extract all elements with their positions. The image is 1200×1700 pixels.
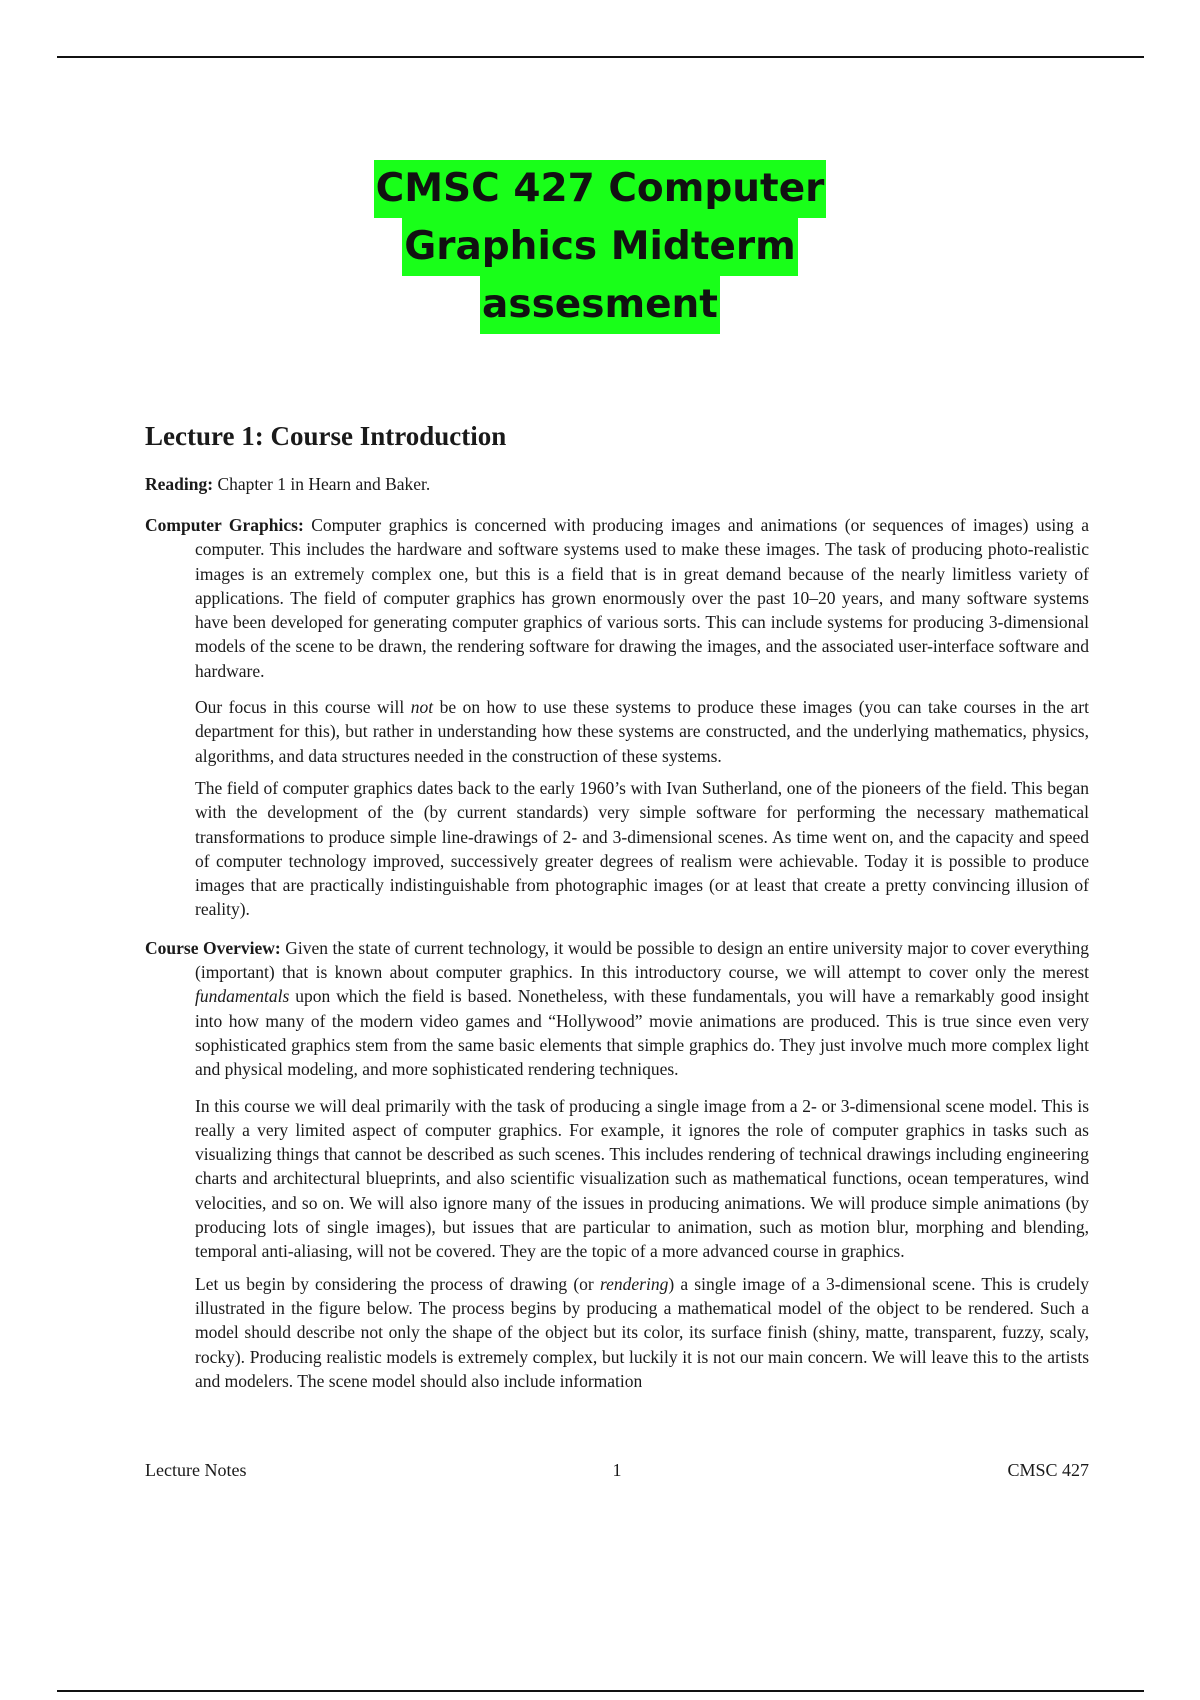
document-title	[0, 160, 1200, 334]
footer-left: Lecture Notes	[145, 1460, 247, 1480]
co-p3-text-b: ) a single image of a 3-dimensional scene. This is crudely illustrated in the figure below. The process begins by producing a mathematical model of the object to be rendered. Such a model should describe not only the shape of the object but its color, its surface finish (shiny, matte, transparent, fuzzy, scaly, rocky). Producing realistic models is extremely complex, but luckily it is not our main concern. We will leave this to the artists and modelers. The scene model should also include information	[195, 1273, 1089, 1391]
co-p1-text-b: upon which the field is based. Nonetheless, with these fundamentals, you will have a remarkably good insight into how many of the modern video games and “Hollywood” movie animations are produced. This is true since even very sophisticated graphics stem from the same basic elements that simple graphics do. They just involve much more complex light and physical modeling, and more sophisticated rendering techniques.	[195, 986, 1089, 1080]
co-p1-text-a: Given the state of current technology, it would be possible to design an entire university major to cover everything (important) that is known about computer graphics. In this introductory course, we will attempt to cover only the merest	[195, 937, 1089, 983]
top-rule	[57, 56, 1144, 58]
cg-paragraph-3: The field of computer graphics dates back to the early 1960’s with Ivan Sutherland, one of the pioneers of the field. This began with the development of the (by current standards) very simple software for performing the necessary mathematical transformations to produce simple line-drawings of 2- and 3-dimensional scenes. As time went on, and the capacity and speed of computer technology improved, successively greater degrees of realism were achievable. Today it is possible to produce images that are practically indistinguishable from photographic images (or at least that create a pretty convincing illusion of reality).	[195, 777, 1089, 920]
cg-p2-text-a: Our focus in this course will	[195, 697, 411, 718]
co-p3-text-a: Let us begin by considering the process of drawing (or	[195, 1273, 600, 1294]
footer-right: CMSC 427	[1007, 1460, 1089, 1480]
cg-p2-emphasis: not	[410, 697, 434, 718]
title-line-3: assesment	[480, 276, 720, 334]
cg-p2-text-b: be on how to use these systems to produce these images (you can take courses in the art department for this), but rather in understanding how these systems are constructed, and the underlying mathematics, physics, algorithms, and data structures needed in the construction of these systems.	[195, 697, 1089, 766]
cg-paragraph-2	[195, 695, 1089, 768]
reading-text: Chapter 1 in Hearn and Baker.	[213, 474, 431, 494]
section-label-computer-graphics: Computer Graphics:	[145, 515, 304, 535]
co-paragraph-2: In this course we will deal primarily with the task of producing a single image from a 2- or 3-dimensional scene model. This is really a very limited aspect of computer graphics. For example, it ignores the role of computer graphics in tasks such as visualizing things that cannot be described as such scenes. This includes rendering of technical drawings including engineering charts and architectural blueprints, and also scientific visualization such as mathematical functions, ocean temperatures, wind velocities, and so on. We will also ignore many of the issues in producing animations. We will produce simple animations (by producing lots of single images), but issues that are particular to animation, such as motion blur, morphing and blending, temporal anti-aliasing, will not be covered. They are the topic of a more advanced course in graphics.	[195, 1095, 1089, 1262]
co-p3-emphasis: rendering	[599, 1273, 669, 1294]
page-content	[145, 418, 1089, 1401]
reading-label: Reading:	[145, 474, 214, 494]
lecture-heading: Lecture 1: Course Introduction	[145, 421, 507, 451]
section-computer-graphics	[145, 513, 1089, 683]
co-p1-emphasis: fundamentals	[195, 986, 290, 1007]
bottom-rule	[57, 1690, 1144, 1692]
title-line-2: Graphics Midterm	[402, 218, 798, 276]
cg-paragraph-1: Computer graphics is concerned with producing images and animations (or sequences of images) using a computer. This includes the hardware and software systems used to make these images. The task of producing photo-realistic images is an extremely complex one, but this is a field that is in great demand because of the nearly limitless variety of applications. The field of computer graphics has grown enormously over the past 10–20 years, and many software systems have been developed for generating computer graphics of various sorts. This can include systems for producing 3-dimensional models of the scene to be drawn, the rendering software for drawing the images, and the associated user-interface software and hardware.	[195, 515, 1090, 681]
reading-line	[145, 472, 1089, 496]
co-paragraph-3	[195, 1272, 1089, 1393]
title-line-1: CMSC 427 Computer	[374, 160, 827, 218]
section-label-course-overview: Course Overview:	[145, 937, 281, 958]
section-course-overview	[145, 936, 1089, 1082]
page-number: 1	[612, 1460, 622, 1480]
